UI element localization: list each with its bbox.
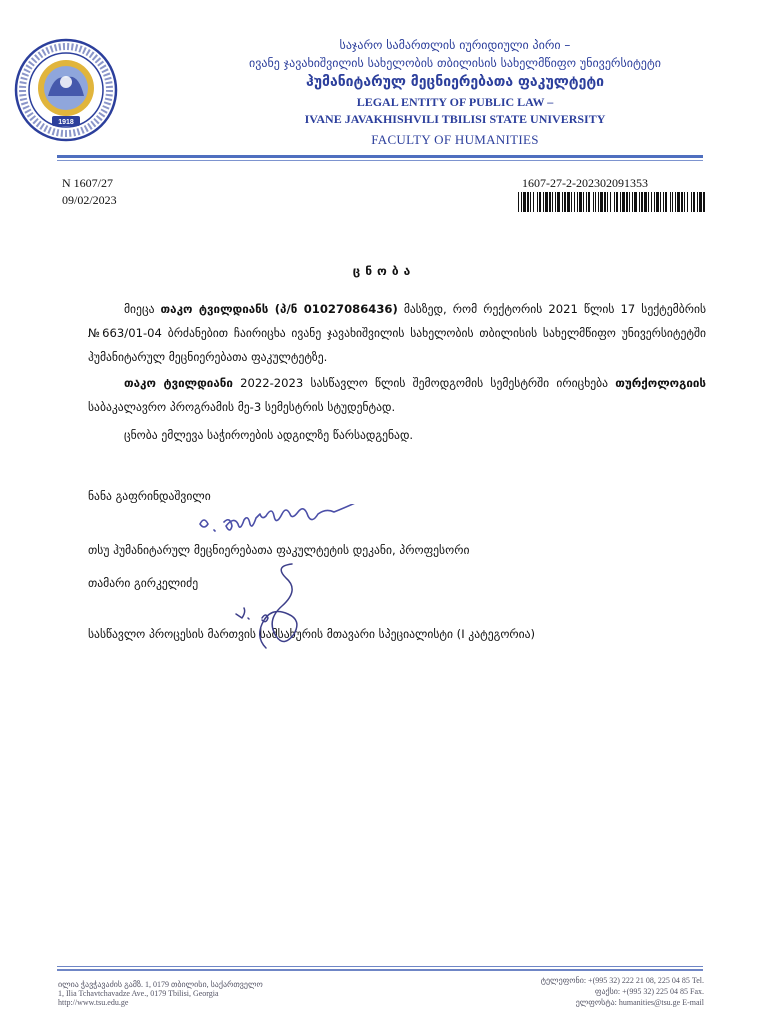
p1-text-start: მიეცა <box>124 302 161 316</box>
barcode-bar <box>583 192 584 212</box>
header-divider <box>57 155 703 158</box>
barcode-bar <box>691 192 692 212</box>
student-name: თაკო ტვილდიანი <box>124 376 233 390</box>
footer-telephone: ტელეფონი: +(995 32) 222 21 08, 225 04 85 Tel. <box>540 976 704 985</box>
barcode-bar <box>622 192 625 212</box>
barcode-bar <box>648 192 649 212</box>
p1-text-end: მასზედ, რომ რექტორის 2021 წლის 17 სექტემბრის №663/01-04 ბრძანებით ჩაირიცხა ივანე ჯავახიშვილის სახელობის თბილისის სახელმწიფო უნივერსიტეტში ჰუმანიტარულ მეცნიერებათა ფაკულტეტზე. <box>88 302 706 364</box>
header-university-en: IVANE JAVAKHISHVILI TBILISI STATE UNIVERSITY <box>304 112 606 126</box>
barcode-bar <box>571 192 572 212</box>
barcode-bar <box>670 192 671 212</box>
barcode-bar <box>641 192 643 212</box>
header-faculty-en: FACULTY OF HUMANITIES <box>371 132 539 147</box>
barcode-bar <box>586 192 587 212</box>
barcode-bar <box>675 192 676 212</box>
student-name-id: თაკო ტვილდიანს (პ/ნ 01027086436) <box>160 302 398 316</box>
barcode-bar <box>672 192 673 212</box>
barcode-bar <box>530 192 531 212</box>
barcode-bar <box>588 192 590 212</box>
barcode-bar <box>699 192 702 212</box>
barcode-bar <box>663 192 664 212</box>
barcode-bar <box>567 192 570 212</box>
barcode-bar <box>545 192 548 212</box>
barcode-bar <box>564 192 566 212</box>
barcode-bar <box>660 192 661 212</box>
signature-dean <box>190 504 420 538</box>
registration-code: 1607-27-2-202302091353 <box>522 176 648 190</box>
header-faculty-geo: ჰუმანიტარულ მეცნიერებათა ფაკულტეტი <box>305 74 605 90</box>
barcode-bar <box>539 192 541 212</box>
barcode-bar <box>574 192 575 212</box>
header-legal-entity-geo: საჯარო სამართლის იურიდიული პირი – <box>339 38 571 52</box>
barcode-bar <box>562 192 563 212</box>
barcode-bar <box>523 192 526 212</box>
header-divider-thin <box>57 160 703 161</box>
barcode-bar <box>610 192 611 212</box>
paragraph-purpose: ცნობა ემლევა საჭიროების ადგილზე წარსადგენად. <box>124 428 414 442</box>
barcode-bar <box>687 192 688 212</box>
header-legal-entity-en: LEGAL ENTITY OF PUBLIC LAW – <box>356 95 554 109</box>
barcode-bar <box>620 192 621 212</box>
barcode-bar <box>703 192 705 212</box>
barcode-bar <box>549 192 551 212</box>
barcode-bar <box>677 192 680 212</box>
barcode-bar <box>634 192 637 212</box>
footer-address-geo: ილია ჭავჭავაძის გამზ. 1, 0179 თბილისი, საქართველო <box>58 980 263 989</box>
signer2-title: სასწავლო პროცესის მართვის სამსახურის მთავარი სპეციალისტი (I კატეგორია) <box>88 627 536 641</box>
footer-divider-thin <box>57 966 703 967</box>
barcode-bar <box>693 192 695 212</box>
barcode-bar <box>656 192 659 212</box>
footer-website-link[interactable]: http://www.tsu.edu.ge <box>58 998 129 1007</box>
document-number: N 1607/27 <box>62 176 113 190</box>
barcode-bar <box>665 192 667 212</box>
barcode-bar <box>518 192 519 212</box>
barcode-bar <box>557 192 560 212</box>
barcode-bar <box>629 192 630 212</box>
barcode-bar <box>579 192 582 212</box>
barcode-bar <box>604 192 606 212</box>
barcode-bar <box>684 192 685 212</box>
paragraph-status <box>88 371 706 419</box>
barcode-bar <box>537 192 538 212</box>
barcode-bar <box>639 192 640 212</box>
barcode-bar <box>614 192 615 212</box>
barcode-bar <box>644 192 647 212</box>
barcode-bar <box>595 192 596 212</box>
barcode-bar <box>616 192 618 212</box>
university-seal-logo <box>14 38 118 142</box>
p2-text-end: საბაკალავრო პროგრამის მე-3 სემესტრის სტუდენტად. <box>88 400 396 414</box>
barcode-bar <box>600 192 603 212</box>
barcode-bar <box>577 192 578 212</box>
barcode-bar <box>543 192 544 212</box>
header-university-geo: ივანე ჯავახიშვილის სახელობის თბილისის სახელმწიფო უნივერსიტეტი <box>249 56 661 70</box>
seal-year: 1918 <box>58 119 74 126</box>
document-title: ცნობა <box>352 264 416 278</box>
barcode-bar <box>681 192 683 212</box>
barcode-bar <box>555 192 556 212</box>
signer2-name: თამარი გირკელიძე <box>88 576 199 590</box>
footer-email[interactable]: ელფოსტა: humanities@tsu.ge E-mail <box>575 998 704 1007</box>
barcode-bar <box>552 192 553 212</box>
barcode-bar <box>533 192 534 212</box>
footer-address-en: 1, Ilia Tchavtchavadze Ave., 0179 Tbilisi, Georgia <box>58 989 219 998</box>
barcode-bar <box>521 192 522 212</box>
barcode-bar <box>697 192 698 212</box>
barcode-bar <box>607 192 608 212</box>
footer-divider <box>57 969 703 971</box>
barcode-bar <box>632 192 633 212</box>
p2-text-mid: 2022-2023 სასწავლო წლის შემოდგომის სემესტრში ირიცხება <box>232 376 616 390</box>
barcode-bar <box>593 192 594 212</box>
document-date: 09/02/2023 <box>62 193 117 207</box>
barcode-bar <box>626 192 628 212</box>
signer1-name: ნანა გაფრინდაშვილი <box>88 489 211 503</box>
barcode-image <box>518 192 706 212</box>
signature-specialist <box>218 556 338 666</box>
barcode-bar <box>654 192 655 212</box>
barcode-bar <box>598 192 599 212</box>
barcode-bar <box>651 192 652 212</box>
paragraph-enrollment <box>88 297 706 369</box>
footer-fax: ფაქსი: +(995 32) 225 04 85 Fax. <box>594 987 704 996</box>
barcode-bar <box>527 192 529 212</box>
program-name: თურქოლოგიის <box>615 376 706 390</box>
signer1-title: თსუ ჰუმანიტარულ მეცნიერებათა ფაკულტეტის დეკანი, პროფესორი <box>88 543 470 557</box>
